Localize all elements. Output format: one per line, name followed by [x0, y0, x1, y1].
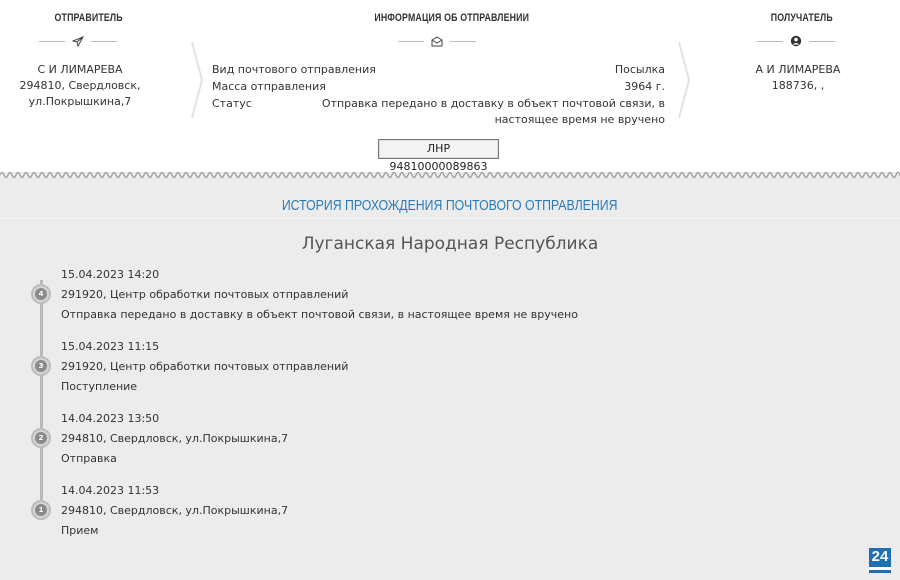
- recipient-name: А И ЛИМАРЕВА: [755, 63, 841, 76]
- corner-badge[interactable]: 24: [869, 548, 891, 570]
- shipment-type-label: Вид почтового отправления: [212, 63, 376, 76]
- event-status: Отправка передано в доставку в объект почтовой связи, в настоящее время не вручено: [61, 308, 578, 321]
- chevron-right-divider: [677, 40, 691, 120]
- shipment-weight-label: Масса отправления: [212, 80, 326, 93]
- user-icon: [789, 35, 803, 47]
- history-title: ИСТОРИЯ ПРОХОЖДЕНИЯ ПОЧТОВОГО ОТПРАВЛЕНИЯ: [282, 197, 618, 214]
- region-name: Луганская Народная Республика: [301, 234, 599, 254]
- info-divider: [398, 35, 476, 47]
- event-place: 291920, Центр обработки почтовых отправлений: [61, 288, 349, 301]
- recipient-title: ПОЛУЧАТЕЛЬ: [770, 12, 833, 24]
- event-date: 15.04.2023 14:20: [61, 268, 160, 281]
- shipment-status-row: [212, 96, 665, 128]
- shipment-status-label: Статус: [212, 97, 252, 110]
- event-status: Поступление: [61, 380, 138, 393]
- recipient-details: [718, 62, 878, 94]
- event-date: 14.04.2023 11:53: [61, 484, 160, 497]
- sender-address-line2: ул.Покрышкина,7: [28, 95, 132, 108]
- event-date: 15.04.2023 11:15: [61, 340, 160, 353]
- sender-title: ОТПРАВИТЕЛЬ: [54, 12, 123, 24]
- chevron-right-divider: [190, 40, 204, 120]
- sender-divider: [39, 35, 117, 47]
- shipment-weight-row: [212, 79, 665, 95]
- event-place: 294810, Свердловск, ул.Покрышкина,7: [61, 504, 289, 517]
- recipient-address: 188736, ,: [771, 79, 825, 92]
- event-date: 14.04.2023 13:50: [61, 412, 160, 425]
- shipment-weight-value: 3964 г.: [624, 80, 665, 93]
- event-place: 294810, Свердловск, ул.Покрышкина,7: [61, 432, 289, 445]
- wavy-divider: [0, 166, 900, 182]
- paper-plane-icon: [71, 35, 85, 47]
- event-place: 291920, Центр обработки почтовых отправлений: [61, 360, 349, 373]
- timeline-line: [40, 280, 43, 520]
- shipment-type-row: [212, 62, 665, 78]
- sender-details: [10, 62, 150, 110]
- history-separator: [0, 218, 900, 219]
- timeline-marker: 4: [31, 284, 51, 304]
- tracking-number-button[interactable]: ЛНР 94810000089863: [378, 139, 499, 159]
- timeline-marker: 1: [31, 500, 51, 520]
- timeline-marker: 3: [31, 356, 51, 376]
- shipment-type-value: Посылка: [614, 63, 665, 76]
- sender-address-line1: 294810, Свердловск,: [19, 79, 141, 92]
- shipment-info-card: [0, 0, 900, 172]
- recipient-divider: [757, 35, 835, 47]
- sender-name: С И ЛИМАРЕВА: [37, 63, 123, 76]
- shipment-status-value: Отправка передано в доставку в объект почтовой связи, в настоящее время не вручено: [321, 97, 665, 126]
- envelope-icon: [430, 35, 444, 47]
- timeline-marker: 2: [31, 428, 51, 448]
- info-title: ИНФОРМАЦИЯ ОБ ОТПРАВЛЕНИИ: [374, 12, 530, 24]
- event-status: Прием: [61, 524, 99, 537]
- event-status: Отправка: [61, 452, 117, 465]
